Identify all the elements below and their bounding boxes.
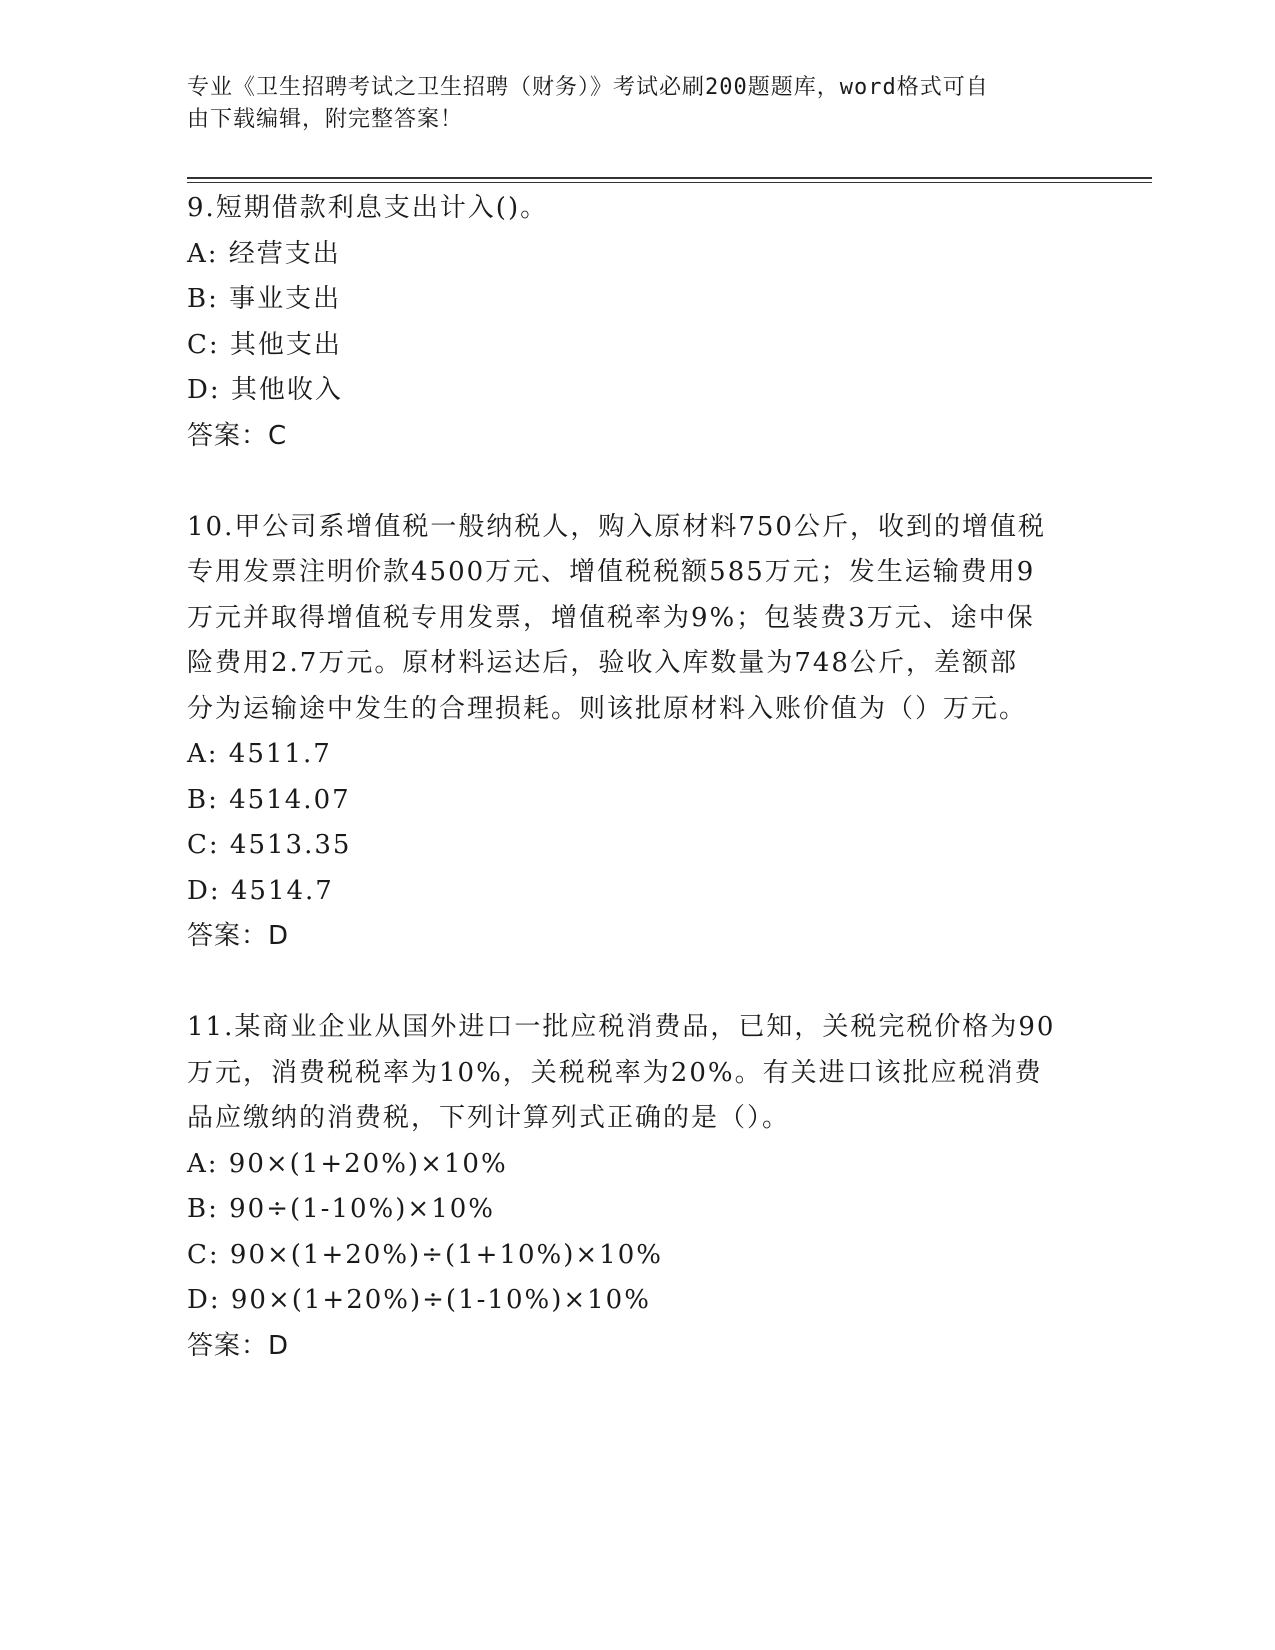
header-divider-thick	[187, 177, 1152, 179]
option-d: D: 其他收入	[187, 375, 343, 405]
question-stem: 10.甲公司系增值税一般纳税人，购入原材料750公斤，收到的增值税	[187, 511, 1046, 542]
question-block	[187, 1005, 1087, 1369]
header-line-2: 由下载编辑，附完整答案！	[187, 107, 464, 132]
question-stem: 万元并取得增值税专用发票，增值税率为9%；包装费3万元、途中保	[187, 602, 1035, 633]
question-stem: 品应缴纳的消费税，下列计算列式正确的是（）。	[187, 1103, 791, 1133]
spacer	[187, 459, 1087, 505]
option-c: C: 4513.35	[187, 830, 352, 860]
option-d: D: 4514.7	[187, 875, 334, 906]
option-a: A: 经营支出	[187, 238, 341, 269]
question-stem: 万元，消费税税率为10%，关税税率为20%。有关进口该批应税消费	[187, 1057, 1043, 1088]
option-a: A: 4511.7	[187, 739, 332, 769]
spacer	[187, 960, 1087, 1006]
question-block	[187, 186, 1087, 459]
question-stem: 11.某商业企业从国外进口一批应税消费品，已知，关税完税价格为90	[187, 1012, 1056, 1042]
option-b: B: 90÷(1-10%)×10%	[187, 1194, 495, 1224]
question-stem: 专用发票注明价款4500万元、增值税税额585万元；发生运输费用9	[187, 557, 1036, 587]
header-divider-thin	[187, 182, 1152, 183]
document-header	[187, 72, 1067, 136]
question-list	[187, 186, 1087, 1369]
answer-line: 答案：D	[187, 1330, 290, 1361]
header-line-1: 专业《卫生招聘考试之卫生招聘（财务）》考试必刷200题题库，word格式可自	[187, 75, 989, 100]
option-a: A: 90×(1+20%)×10%	[187, 1148, 508, 1179]
question-block	[187, 505, 1087, 960]
answer-line: 答案：D	[187, 921, 290, 951]
question-stem: 分为运输途中发生的合理损耗。则该批原材料入账价值为（）万元。	[187, 693, 1028, 724]
option-b: B: 事业支出	[187, 284, 342, 314]
option-d: D: 90×(1+20%)÷(1-10%)×10%	[187, 1285, 651, 1315]
answer-line: 答案：C	[187, 420, 288, 451]
option-c: C: 其他支出	[187, 329, 342, 360]
option-b: B: 4514.07	[187, 784, 351, 815]
option-c: C: 90×(1+20%)÷(1+10%)×10%	[187, 1239, 663, 1270]
question-stem: 险费用2.7万元。原材料运达后，验收入库数量为748公斤，差额部	[187, 648, 1018, 678]
question-stem: 9.短期借款利息支出计入()。	[187, 193, 549, 223]
